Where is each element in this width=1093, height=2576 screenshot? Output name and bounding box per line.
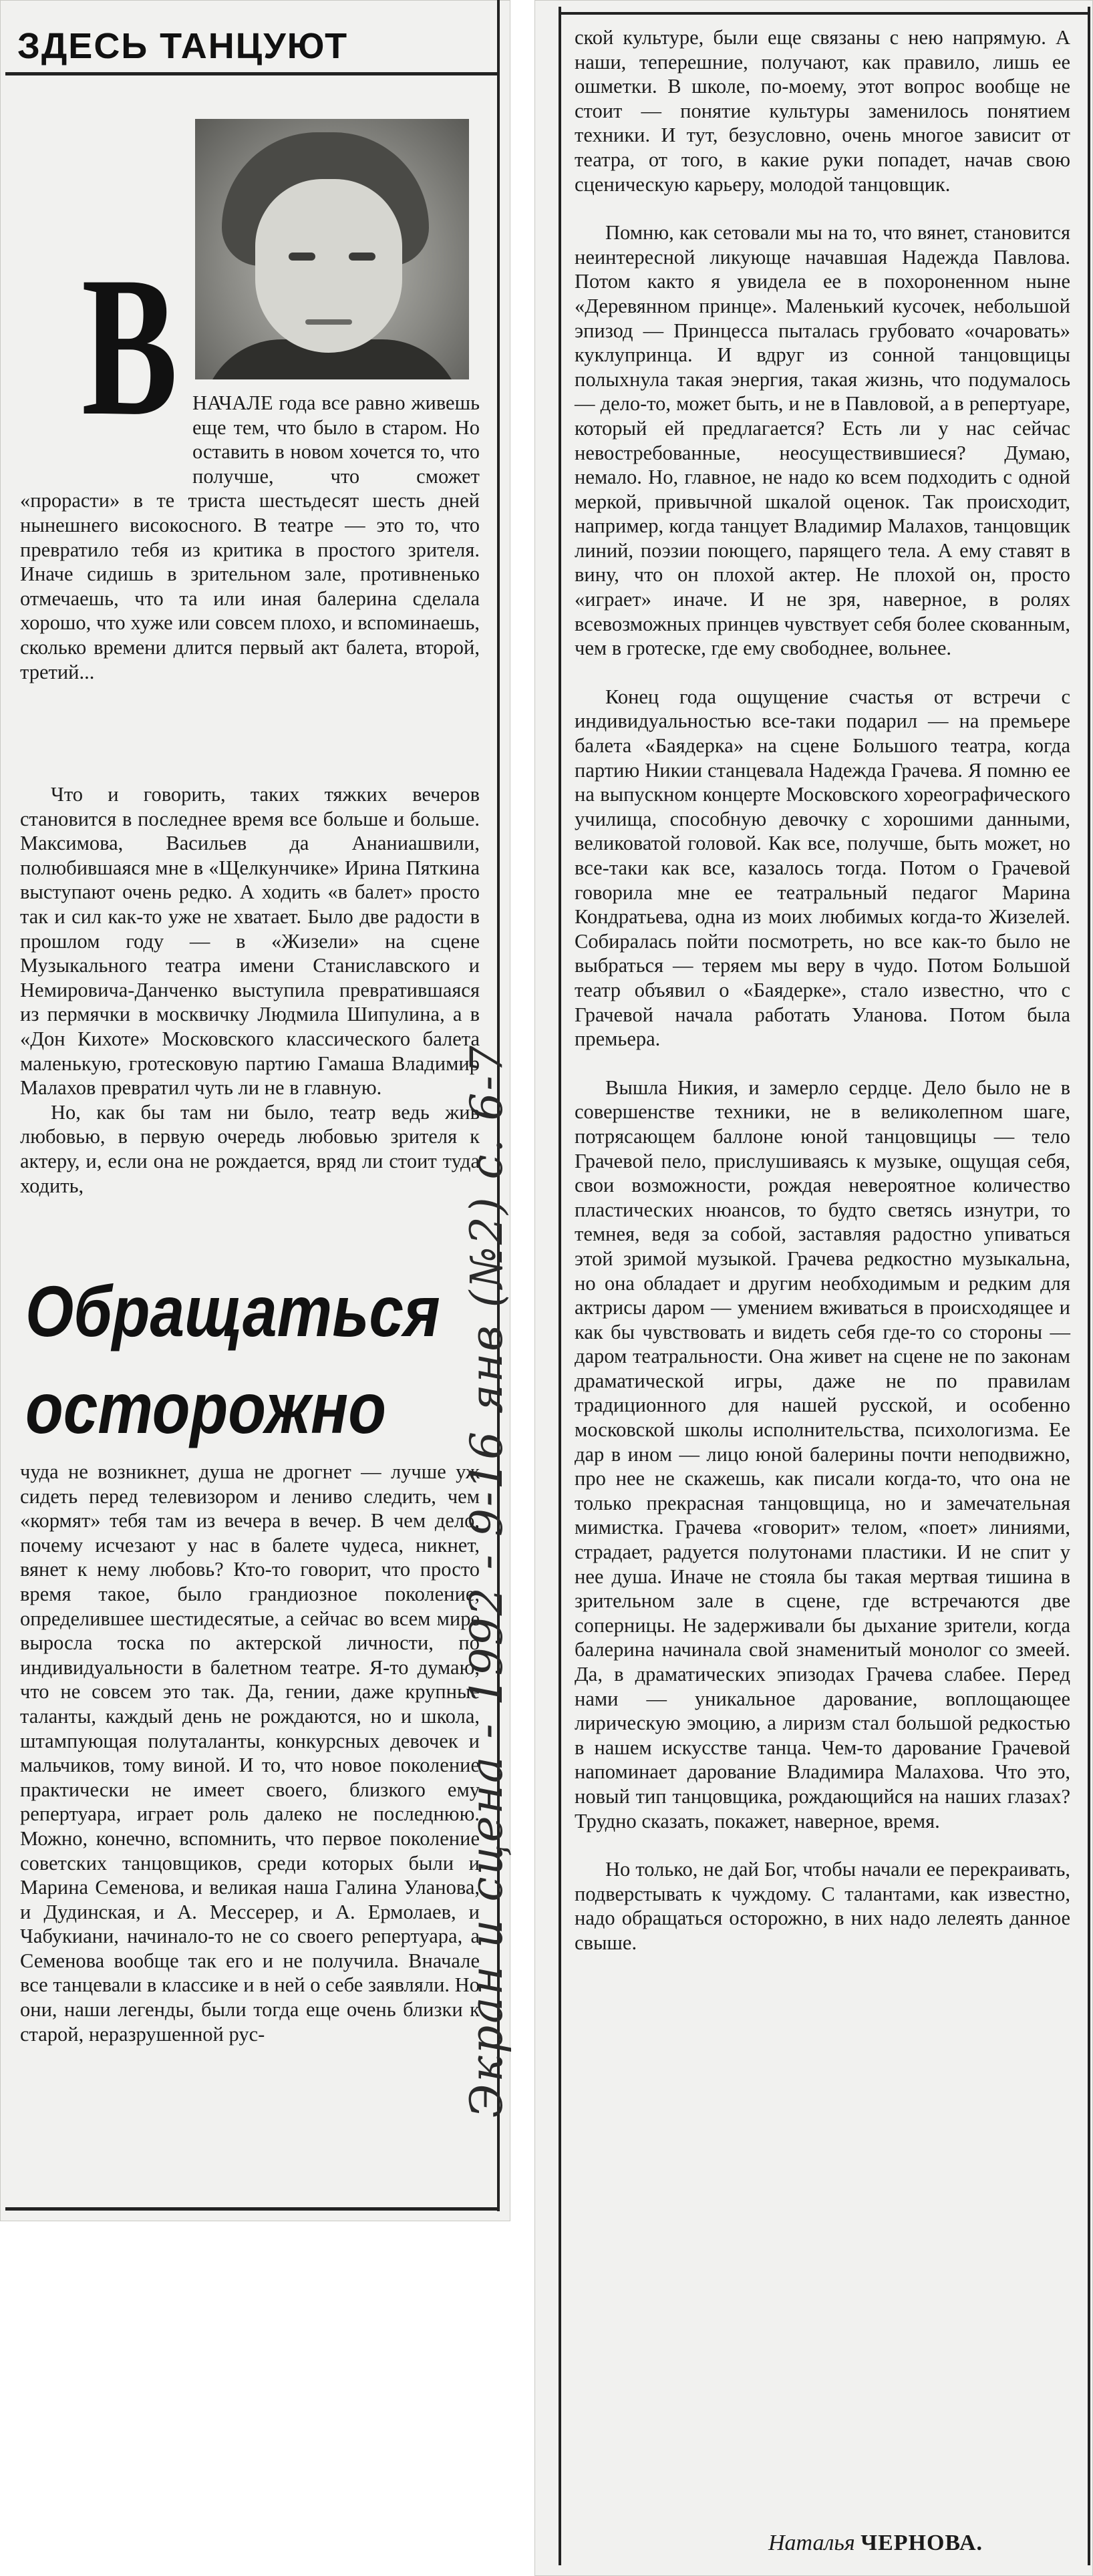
paragraph: ской культуре, были еще связаны с нею напрямую. А наши, теперешние, получают, как правило, лишь ее ошметки. В школе, по-моему, этот вопрос вообще не стоит — понятие культуры заменилось понятием техники. И тут, безусловно, очень многое зависит от театра, от того, в какие руки попадет, начав свою сценическую карьеру, молодой танцовщик.: [575, 26, 1070, 196]
author-first-name: Наталья: [768, 2531, 855, 2555]
rubric-underline: [5, 72, 500, 75]
author-last-name: ЧЕРНОВА.: [861, 2531, 983, 2555]
rubric-title: ЗДЕСЬ ТАНЦУЮТ: [17, 26, 349, 66]
article-column-left-top: [20, 758, 480, 1198]
paragraph: Что и говорить, таких тяжких вечеров становится в последнее время все больше и больше. Максимова, Васильев да Ананиашвили, полюбившаяся мне в «Щелкунчике» Ирина Пяткина выступают очень редко. А ходить «в балет» просто так и сил как-то уже не хватает. Было две радости в прошлом году — в «Жизели» на сцене Музыкального театра имени Станиславского и Немировича-Данченко выступила превратившаяся из пермячки в москвичку Людмила Шипулина, а в «Дон Кихоте» Московского классического балета маленькую, гротесковую партию Гамаша Владимир Малахов превратил чуть ли не в главную.: [20, 783, 480, 1100]
paragraph: НАЧАЛЕ года все равно живешь еще тем, что было в старом. Но оставить в новом хочется то, что получше, что сможет «прорасти» в те триста шестьдесят шесть дней нынешнего високосного. В театре — это то, что превратило тебя из критика в простого зрителя. Иначе сидишь в зрительном зале, противненько отмечаешь, что та или иная балерина сделала хорошо, что хуже или совсем плохо, и вспоминаешь, сколько времени длится первый акт балета, второй, третий...: [20, 391, 480, 683]
headline-line-1: Обращаться: [25, 1271, 440, 1351]
headline-line-2: осторожно: [25, 1367, 386, 1448]
paragraph: чуда не возникнет, душа не дрогнет — лучше уж сидеть перед телевизором и лениво следить, чем «кормят» тебя там из вечера в вечер. В чем дело, почему исчезают у нас в балете чудеса, никнет, вянет к нему любовь? Кто-то говорит, что просто время такое, было грандиозное поколение, определившее шестидесятые, а сейчас во всем мире выросла тоска по актерской личности, по индивидуальности в балетном театре. Я-то думаю, что не совсем это так. Да, гении, даже крупные таланты, каждый день не рождаются, но и школа, штампующая полуталанты, конкурсных девочек и мальчиков, тому виной. И то, что новое поколение практически не имеет своего, близкого ему репертуара, играет роль далеко не последнюю. Можно, конечно, вспомнить, что первое поколение советских танцовщиков, среди которых были и Марина Семенова, и великая наша Галина Уланова, и Дудинская, и А. Мессерер, и А. Ермолаев, и Чабукиани, начинало-то не со своего репертуара, а Семенова вообще так его и не получила. Вначале все танцевали в классике и в ней о себе заявляли. Но они, наши легенды, были тогда еще очень близки к старой, неразрушенной рус-: [20, 1460, 480, 2046]
left-bottom-rule: [5, 2207, 500, 2211]
right-column-rule-right: [1088, 7, 1090, 2565]
handwritten-source-note: Экран и сцена - 1992 - 9-16 янв (№2) с. 6-7: [461, 1043, 512, 2118]
paragraph: Но только, не дай Бог, чтобы начали ее перекраивать, подверстывать к чуждому. С талантами, как известно, надо обращаться осторожно, в них надо лелеять данное свыше.: [575, 1858, 1070, 1954]
lead-paragraph: [20, 391, 480, 684]
right-top-rule: [559, 12, 1090, 15]
author-photo: [195, 119, 469, 379]
paragraph: Конец года ощущение счастья от встречи с индивидуальностью все-таки подарил — на премьере балета «Баядерка» на сцене Большого театра, когда партию Никии станцевала Надежда Грачева. Я помню ее на выпускном концерте Московского хореографического училища, способную девочку с хорошими данными, великоватой головой. Как все, получше, быть может, но все-таки как все, казалось тогда. Потом о Грачевой говорила мне ее театральный педагог Марина Кондратьева, одна из моих любимых когда-то Жизелей. Собиралась пойти посмотреть, но все как-то было не выбраться — теряем мы веру в чудо. Потом Большой театр объявил о «Баядерке», стало известно, что с Грачевой начала работать Уланова. Потом была премьера.: [575, 685, 1070, 1051]
author-signature: [768, 2531, 983, 2556]
paragraph: Но, как бы там ни было, театр ведь жив любовью, в первую очередь любовью зрителя к актеру, и, если она не рождается, вряд ли стоит туда ходить,: [20, 1100, 480, 1197]
right-column-rule-left: [559, 7, 561, 2565]
article-column-left-bottom: [20, 1460, 480, 2046]
drop-cap: В: [82, 235, 178, 457]
article-column-right: [575, 25, 1070, 1955]
paragraph: Вышла Никия, и замерло сердце. Дело было не в совершенстве техники, не в великолепном шаге, потрясающем баллоне юной танцовщицы — тело Грачевой пело, прислушиваясь к музыке, ощущая себя, свои возможности, рождая невероятное количество пластических нюансов, то будто светясь изнутри, то темнея, ведя за собой, заставляя радостно упиваться этой зримой музыкой. Грачева редкостно музыкальна, но она обладает и другим необходимым и редким для актрисы даром — умением вживаться в происходящее и как бы чувствовать и видеть себя где-то со стороны — даром театральности. Она живет на сцене не по законам драматической игры, даже не по правилам традиционного для нашей русской, и особенно московской школы исполнительства, психологизма. Ее дар в ином — лицо юной балерины почти неподвижно, про нее не скажешь, как писали когда-то, что она не только прекрасная танцовщица, но и замечательная мимистка. Грачева «говорит» телом, «поет» линиями, страдает, радуется полутонами пластики. И не спит у нее душа. Иначе не стояла бы такая мертвая тишина в зрительном зале в сцене, где встречаются две соперницы. Не задерживали бы дыхание зрители, когда балерина начинала свой знаменитый монолог со змеей. Да, в драматических эпизодах Грачева слабее. Перед нами — уникальное дарование, воплощающее лирическую эмоцию, а лиризм стал большой редкостью в нашем искусстве танца. Чем-то дарование Грачевой напоминает дарование Владимира Малахова. Что это, новый тип танцовщика, рождающийся на наших глазах? Трудно сказать, покажет, наверное, время.: [575, 1076, 1070, 1832]
paragraph: Помню, как сетовали мы на то, что вянет, становится неинтересной ликующе начавшая Надежда Павлова. Потом както я увидела ее в похороненном ныне «Деревянном принце». Маленький кусочек, небольшой эпизод — Принцесса пыталась грубовато «очаровать» куклупринца. И вдруг из сонной танцовщицы полыхнула такая энергия, такая жизнь, что подумалось — дело-то, может быть, и не в Павловой, а в репертуаре, который ей предлагается? Есть ли у нас сейчас невостребованные, неосуществившиеся? Думаю, немало. Но, главное, не надо ко всем подходить с одной меркой, привычной шкалой оценок. Так происходит, например, когда танцует Владимир Малахов, танцовщик линий, поэзии поющего, парящего тела. А ему ставят в вину, что он плохой актер. Не плохой он, просто «играет» иначе. И не зря, наверное, в ролях всевозможных принцев чувствует себя более скованным, чем в гротеске, где ему свободнее, вольнее.: [575, 221, 1070, 660]
